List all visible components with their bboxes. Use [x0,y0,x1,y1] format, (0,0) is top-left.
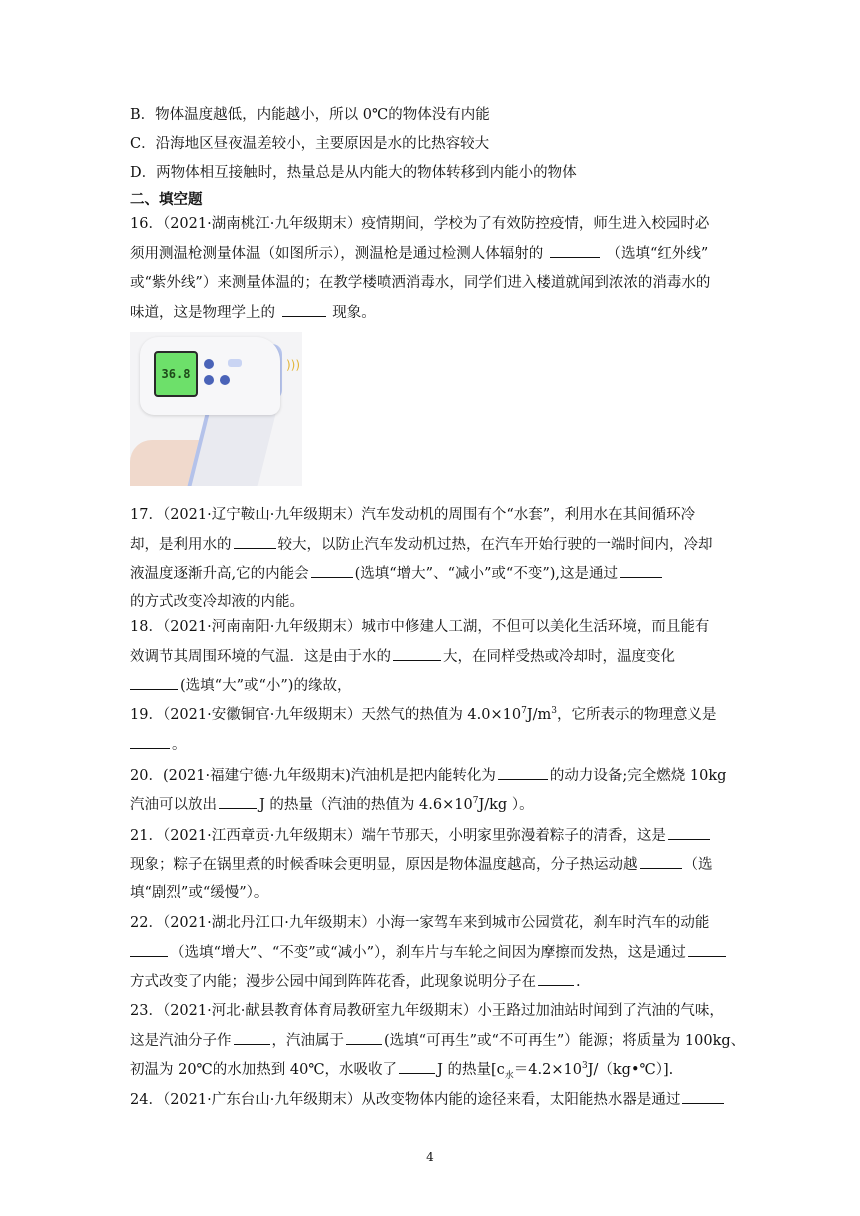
option-b [130,105,490,125]
q23-line-1: 23．（2021·河北·献县教育体育局教研室九年级期末）小王路过加油站时闻到了汽油的气味， [130,1003,724,1019]
q21-line-2: 现象；粽子在锅里煮的时候香味会更明显，原因是物体温度越高，分子热运动越 （选 [130,854,713,875]
option-c [130,134,489,154]
answer-blank [682,1089,724,1104]
q22-line-3: 方式改变了内能；漫步公园中闻到阵阵花香，此现象说明分子在 . [130,971,581,992]
answer-blank [640,854,682,869]
answer-blank [234,1030,270,1045]
q19-line-2: 。 [130,734,187,755]
q18-line-3: (选填“大”或“小”)的缘故， [130,675,351,696]
answer-blank [399,1059,435,1074]
answer-blank [130,734,170,749]
answer-blank [688,942,726,957]
button-dot-icon [204,359,214,369]
option-c-text: 沿海地区昼夜温差较小，主要原因是水的比热容较大 [155,136,490,152]
q18-line-2: 效调节其周围环境的气温．这是由于水的 大，在同样受热或冷却时，温度变化 [130,646,675,667]
gun-body-shape [140,337,280,415]
option-b-label: B． [130,107,156,123]
q16-line-3: 或“紫外线”）来测量体温的；在教学楼喷洒消毒水，同学们进入楼道就闻到浓浓的消毒水的 [130,275,711,291]
q21-line-1: 21．（2021·江西章贡·九年级期末）端午节那天，小明家里弥漫着粽子的清香，这是 [130,825,712,846]
page-number: 4 [426,1150,434,1164]
q16-line-2: 须用测温枪测量体温（如图所示），测温枪是通过检测人体辐射的 （选填“红外线” [130,243,708,264]
q17-line-3: 液温度逐渐升高,它的内能会 (选填“增大”、“减小”或“不变”),这是通过 [130,563,664,584]
thermometer-gun-image [130,332,302,486]
q17-line-1: 17．（2021·辽宁鞍山·九年级期末）汽车发动机的周围有个“水套”，利用水在其间循环冷 [130,507,696,523]
answer-blank [668,825,710,840]
option-d-text: 两物体相互接触时，热量总是从内能大的物体转移到内能小的物体 [156,165,577,181]
answer-blank [282,302,326,317]
option-c-label: C． [130,136,156,152]
q17-line-4: 的方式改变冷却液的内能。 [130,594,304,610]
q21-line-3: 填“剧烈”或“缓慢”）。 [130,885,269,901]
thermometer-reading: 36.8 [161,367,191,381]
q16-line-4: 味道，这是物理学上的 现象。 [130,302,376,323]
answer-blank [130,675,178,690]
answer-blank [550,243,600,258]
q19-line-1: 19．（2021·安徽铜官·九年级期末）天然气的热值为 $4.0\times 10^7J/m^3$，它所表示的物理意义是 [130,706,717,723]
q23-line-2: 这是汽油分子作 ，汽油属于 (选填“可再生”或“不可再生”）能源；将质量为 100kg、 [130,1030,745,1051]
answer-blank [538,971,574,986]
q24-line-1: 24．（2021·广东台山·九年级期末）从改变物体内能的途径来看，太阳能热水器是通过 [130,1089,726,1110]
answer-blank [234,534,276,549]
button-dot-icon [220,375,230,385]
answer-blank [393,646,441,661]
signal-wave-icon: ))) [286,358,301,372]
section-title: 二、填空题 [130,191,203,208]
q23-line-3: 初温为 20℃的水加热到 40℃，水吸收了 J 的热量$[c_水=4.2\times 10^3J/(kg•℃)]$. [130,1059,673,1080]
q20-line-1: 20．(2021·福建宁德·九年级期末)汽油机是把内能转化为 的动力设备;完全燃烧 10kg [130,765,726,786]
q18-line-1: 18．（2021·河南南阳·九年级期末）城市中修建人工湖，不但可以美化生活环境，而且能有 [130,619,710,635]
answer-blank [219,794,257,809]
q22-line-2: （选填“增大”、“不变”或“减小”），刹车片与车轮之间因为摩擦而发热，这是通过 [130,942,728,963]
q20-line-2: 汽油可以放出 J 的热量（汽油的热值为 $4.6\times 10^7J/kg$ ）。 [130,794,534,815]
answer-blank [130,942,168,957]
option-b-text: 物体温度越低，内能越小，所以 0℃的物体没有内能 [155,107,490,123]
option-d [130,163,577,183]
answer-blank [346,1030,382,1045]
thermometer-screen [154,351,198,397]
option-d-label: D． [130,165,157,181]
brand-tag-shape [228,359,242,367]
q22-line-1: 22．（2021·湖北丹江口·九年级期末）小海一家驾车来到城市公园赏花，刹车时汽车的动能 [130,915,710,931]
button-dot-icon [204,375,214,385]
q17-line-2: 却，是利用水的 较大，以防止汽车发动机过热，在汽车开始行驶的一端时间内，冷却 [130,534,713,555]
answer-blank [498,765,548,780]
answer-blank [311,563,353,578]
answer-blank [620,563,662,578]
q16-line-1: 16．（2021·湖南桃江·九年级期末）疫情期间，学校为了有效防控疫情，师生进入校园时必 [130,216,710,232]
